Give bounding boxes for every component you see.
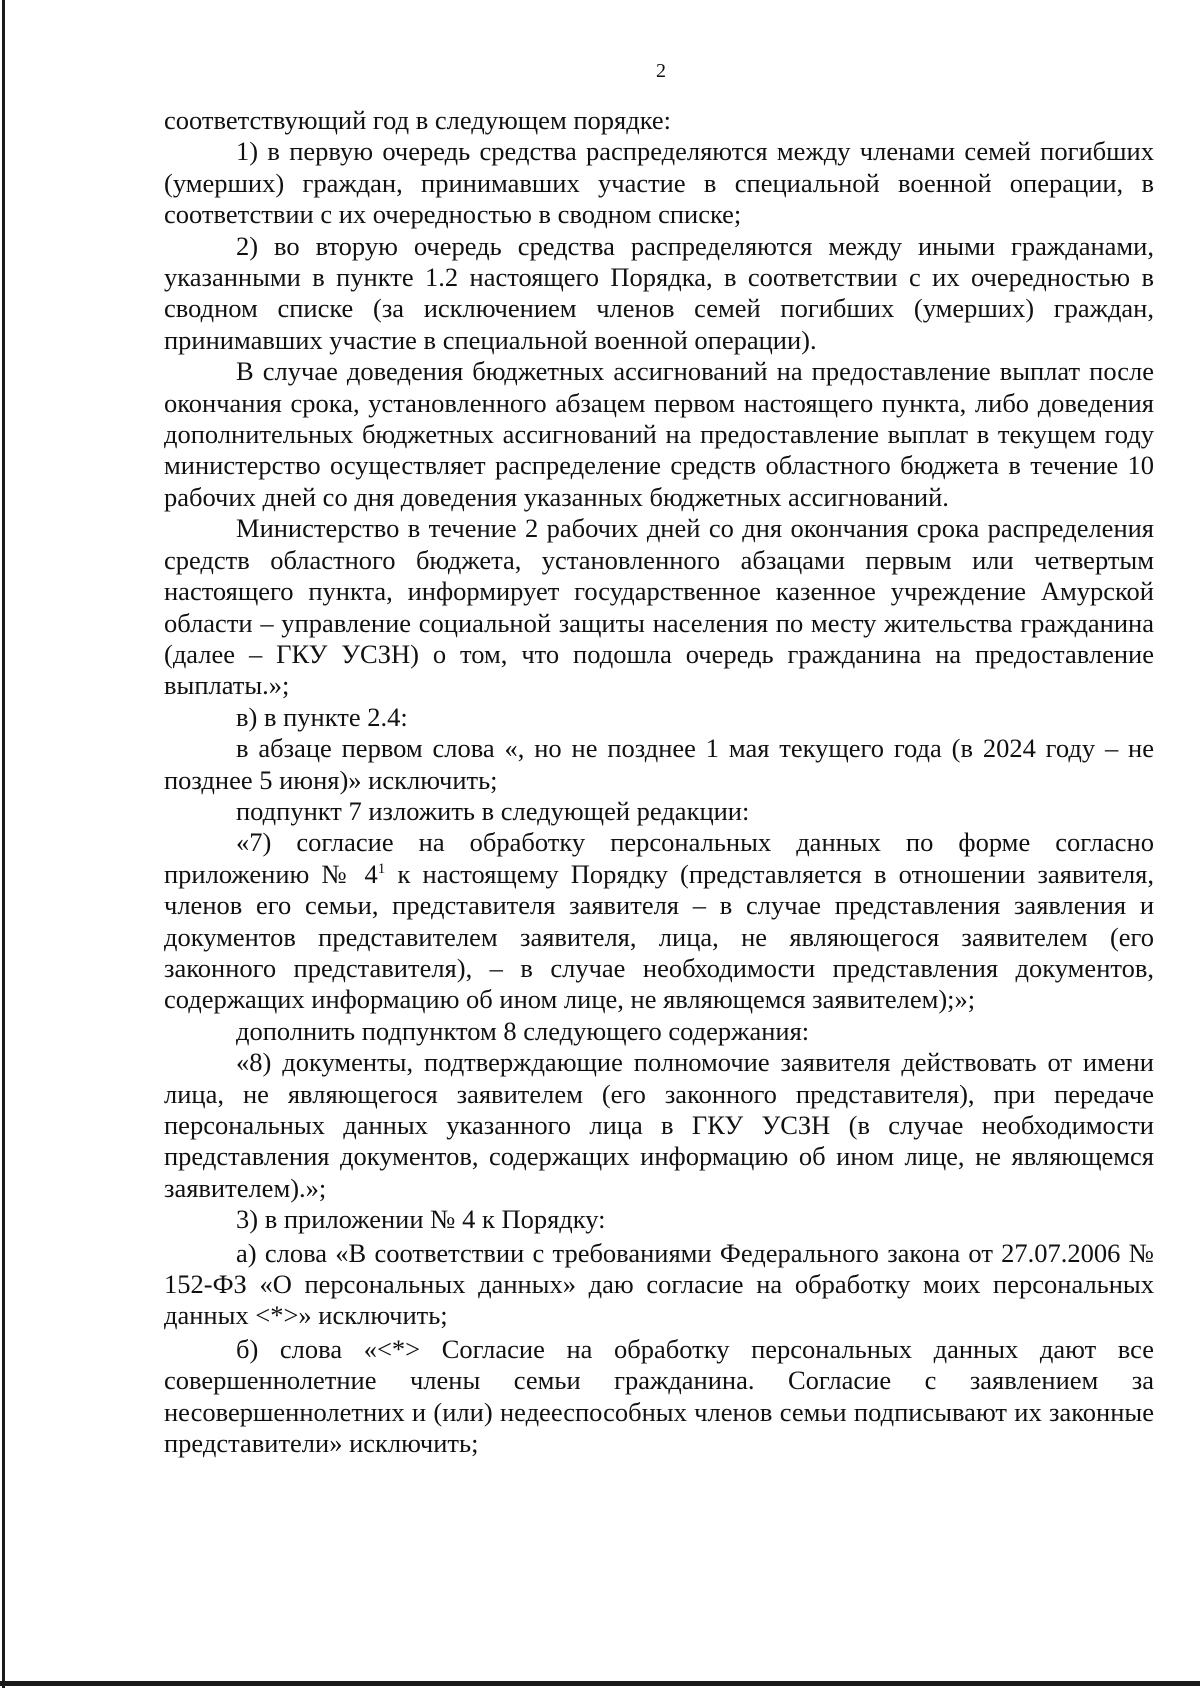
paragraph-subpoint-7-intro: подпункт 7 изложить в следующей редакции: [236, 795, 750, 826]
subpoint-7-text-start: «7) согласие на обработку персональных данных по форме согласно приложению № 4 [164, 827, 1154, 889]
paragraph-point-2-4: в) в пункте 2.4: [236, 701, 408, 732]
superscript-marker: 1 [377, 860, 386, 877]
paragraph-subpoint-7 [164, 827, 1154, 1015]
scan-border-left [2, 0, 5, 1688]
paragraph-appendix-4: 3) в приложении № 4 к Порядку: [236, 1204, 606, 1235]
paragraph-subpoint-8: «8) документы, подтверждающие полномочие заявителя действовать от имени лица, не являющегося заявителем (его законного представителя), при передаче персональных данных указанного лица в ГКУ УСЗН (в случае необходимости представления документов, содержащих информацию об ином лице, не являющемся заявителем).»; [164, 1047, 1154, 1203]
document-body [164, 105, 1154, 1459]
scan-border-bottom [0, 1681, 1200, 1686]
paragraph-appendix-item-a: а) слова «В соответствии с требованиями Федерального закона от 27.07.2006 № 152-ФЗ «О персональных данных» даю согласие на обработку моих персональных данных <*>» исключить; [164, 1237, 1154, 1331]
subpoint-7-text-end: к настоящему Порядку (представляется в отношении заявителя, членов его семьи, представителя заявителя – в случае представления заявления и документов представителем заявителя, лица, не являющегося заявителем (его законного представителя), – в случае необходимости представления документов, содержащих информацию об ином лице, не являющемся заявителем);»; [164, 858, 1154, 1015]
paragraph-item-2: 2) во вторую очередь средства распределяются между иными гражданами, указанными в пункте 1.2 настоящего Порядка, в соответствии с их очередностью в сводном списке (за исключением членов семей погибших (умерших) граждан, принимавших участие в специальной военной операции). [164, 230, 1154, 355]
paragraph-appendix-item-b: б) слова «<*> Согласие на обработку персональных данных дают все совершеннолетние члены семьи гражданина. Согласие с заявлением за несовершеннолетних и (или) недееспособных членов семьи подписывают их законные представители» исключить; [164, 1333, 1154, 1459]
paragraph-ministry-notice: Министерство в течение 2 рабочих дней со дня окончания срока распределения средств областного бюджета, установленного абзацами первым или четвертым настоящего пункта, информирует государственное казенное учреждение Амурской области – управление социальной защиты населения по месту жительства гражданина (далее – ГКУ УСЗН) о том, что подошла очередь гражданина на предоставление выплаты.»; [164, 513, 1154, 701]
paragraph-budget-allocation: В случае доведения бюджетных ассигнований на предоставление выплат после окончания срока, установленного абзацем первом настоящего пункта, либо доведения дополнительных бюджетных ассигнований на предоставление выплат в текущем году министерство осуществляет распределение средств областного бюджета в течение 10 рабочих дней со дня доведения указанных бюджетных ассигнований. [164, 356, 1154, 512]
paragraph-item-1: 1) в первую очередь средства распределяются между членами семей погибших (умерших) граждан, принимавших участие в специальной военной операции, в соответствии с их очередностью в сводном списке; [164, 136, 1154, 230]
paragraph-subpoint-8-intro: дополнить подпунктом 8 следующего содержания: [236, 1015, 810, 1046]
page-number: 2 [656, 60, 666, 82]
paragraph-first-abzac: в абзаце первом слова «, но не позднее 1 мая текущего года (в 2024 году – не позднее 5 июня)» исключить; [164, 733, 1154, 795]
paragraph-continuation: соответствующий год в следующем порядке: [164, 105, 672, 135]
